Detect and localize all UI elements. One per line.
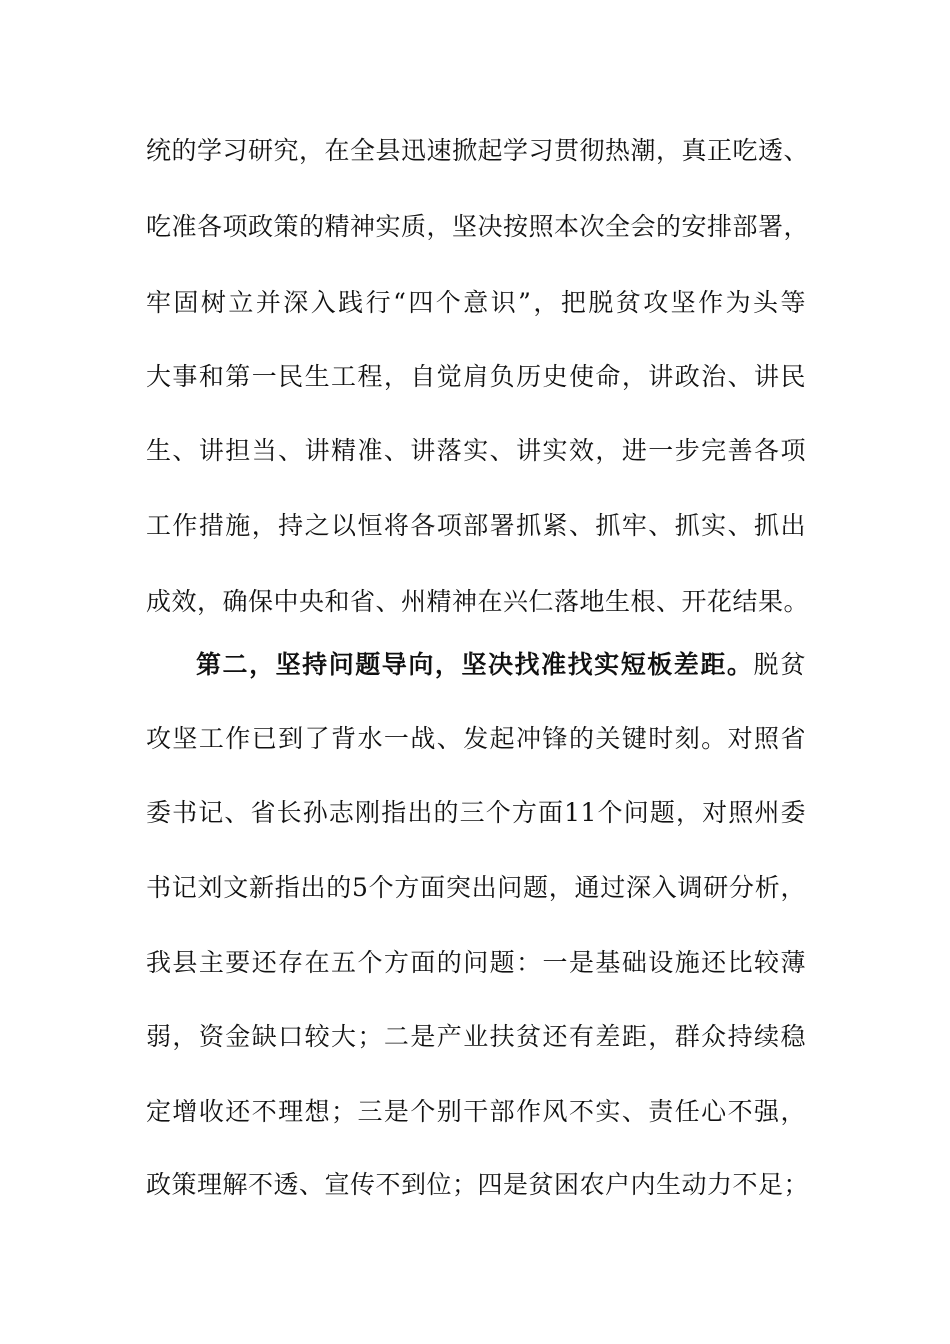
section-two-first-line-rest: 脱贫 bbox=[753, 650, 806, 679]
text-line: 政策理解不透、宣传不到位；四是贫困农户内生动力不足； bbox=[146, 1170, 810, 1199]
text-line: 大事和第一民生工程，自觉肩负历史使命，讲政治、讲民 bbox=[146, 362, 806, 391]
text-line: 书记刘文新指出的5个方面突出问题，通过深入调研分析， bbox=[146, 873, 806, 902]
text-line: 攻坚工作已到了背水一战、发起冲锋的关键时刻。对照省 bbox=[146, 724, 806, 753]
text-line: 牢固树立并深入践行“四个意识”，把脱贫攻坚作为头等 bbox=[146, 288, 806, 317]
text-line: 吃准各项政策的精神实质，坚决按照本次全会的安排部署， bbox=[146, 212, 810, 241]
text-line: 委书记、省长孙志刚指出的三个方面11个问题，对照州委 bbox=[146, 798, 806, 827]
text-line: 弱，资金缺口较大；二是产业扶贫还有差距，群众持续稳 bbox=[146, 1022, 806, 1051]
text-line: 工作措施，持之以恒将各项部署抓紧、抓牢、抓实、抓出 bbox=[146, 511, 806, 540]
section-two-first-line bbox=[196, 645, 806, 685]
section-two-heading: 第二，坚持问题导向，坚决找准找实短板差距。 bbox=[196, 650, 754, 679]
text-line: 生、讲担当、讲精准、讲落实、讲实效，进一步完善各项 bbox=[146, 436, 806, 465]
text-line: 统的学习研究，在全县迅速掀起学习贯彻热潮，真正吃透、 bbox=[146, 136, 810, 165]
text-line: 定增收还不理想；三是个别干部作风不实、责任心不强， bbox=[146, 1097, 806, 1126]
text-line: 我县主要还存在五个方面的问题：一是基础设施还比较薄 bbox=[146, 948, 806, 977]
text-line: 成效，确保中央和省、州精神在兴仁落地生根、开花结果。 bbox=[146, 587, 810, 616]
